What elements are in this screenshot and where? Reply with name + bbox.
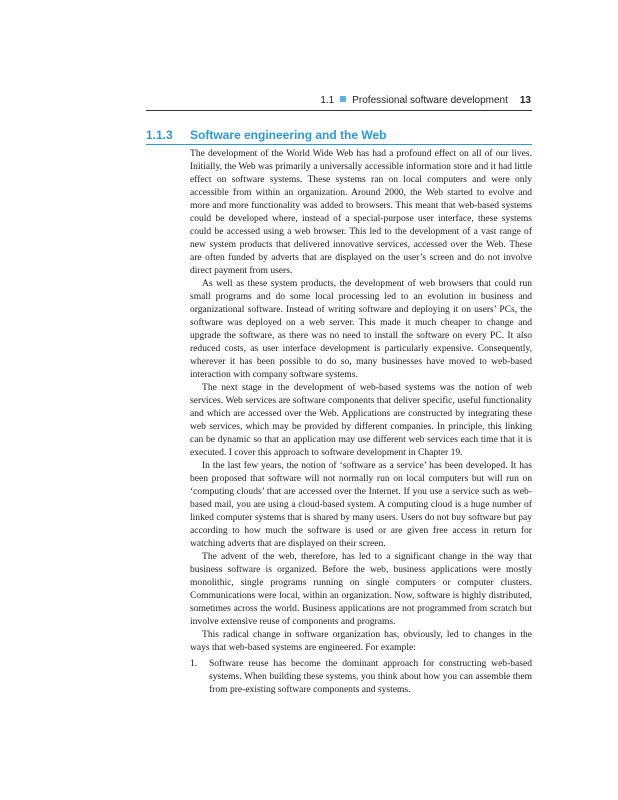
paragraph: This radical change in software organization has, obviously, led to changes in the ways that web-based systems are engineered. For example: [190, 629, 532, 653]
section-heading [146, 128, 532, 145]
square-bullet-icon [340, 96, 346, 102]
running-head [146, 95, 531, 109]
body-text [190, 147, 532, 654]
paragraph: The next stage in the development of web-based systems was the notion of web services. Web services are software components that deliver specific, useful functionality and which are accessed over the Web. Applications are constructed by integrating these web services, which may be provided by different companies. In principle, this linking can be dynamic so that an application may use different web services each time that it is executed. I cover this approach to software development in Chapter 19. [190, 382, 532, 458]
numbered-list [190, 657, 532, 696]
list-item [190, 657, 532, 696]
running-head-title: Professional software development [352, 95, 508, 106]
list-item-text: Software reuse has become the dominant approach for constructing web-based systems. When building these systems, you think about how you can assemble them from pre-existing software components and systems. [209, 658, 532, 695]
header-rule [146, 110, 532, 111]
list-item-number: 1. [190, 658, 198, 669]
paragraph: As well as these system products, the development of web browsers that could run small programs and do some local processing led to an evolution in business and organizational software. Instead of writing software and deploying it on users’ PCs, the software was deployed on a web server. This made it much cheaper to change and upgrade the software, as there was no need to install the software on every PC. It also reduced costs, as user interface development is particularly expensive. Consequently, wherever it has been possible to do so, many businesses have moved to web-based interaction with company software systems. [190, 278, 532, 380]
paragraph: In the last few years, the notion of ‘software as a service’ has been developed. It has been proposed that software will not normally run on local computers but will run on ‘computing clouds’ that are accessed over the Internet. If you use a service such as web-based mail, you are using a cloud-based system. A computing cloud is a huge number of linked computer systems that is shared by many users. Users do not buy software but pay according to how much the software is used or are given free access in return for watching adverts that are displayed on their screen. [190, 460, 532, 549]
running-head-section: 1.1 [320, 95, 335, 106]
page-number: 13 [519, 95, 531, 106]
paragraph: The advent of the web, therefore, has led to a significant change in the way that business software is organized. Before the web, business applications were mostly monolithic, single programs running on single computers or computer clusters. Communications were local, within an organization. Now, software is highly distributed, sometimes across the world. Business applications are not programmed from scratch but involve extensive reuse of components and programs. [190, 551, 532, 627]
section-title: Software engineering and the Web [190, 128, 387, 142]
paragraph: The development of the World Wide Web has had a profound effect on all of our lives. Initially, the Web was primarily a universally accessible information store and it had little effect on software systems. These systems ran on local computers and were only accessible from within an organization. Around 2000, the Web started to evolve and more and more functionality was added to browsers. This meant that web-based systems could be developed where, instead of a special-purpose user interface, these systems could be accessed using a web browser. This led to the development of a vast range of new system products that delivered innovative services, accessed over the Web. These are often funded by adverts that are displayed on the user’s screen and do not involve direct payment from users. [190, 148, 532, 276]
section-number: 1.1.3 [146, 128, 173, 142]
